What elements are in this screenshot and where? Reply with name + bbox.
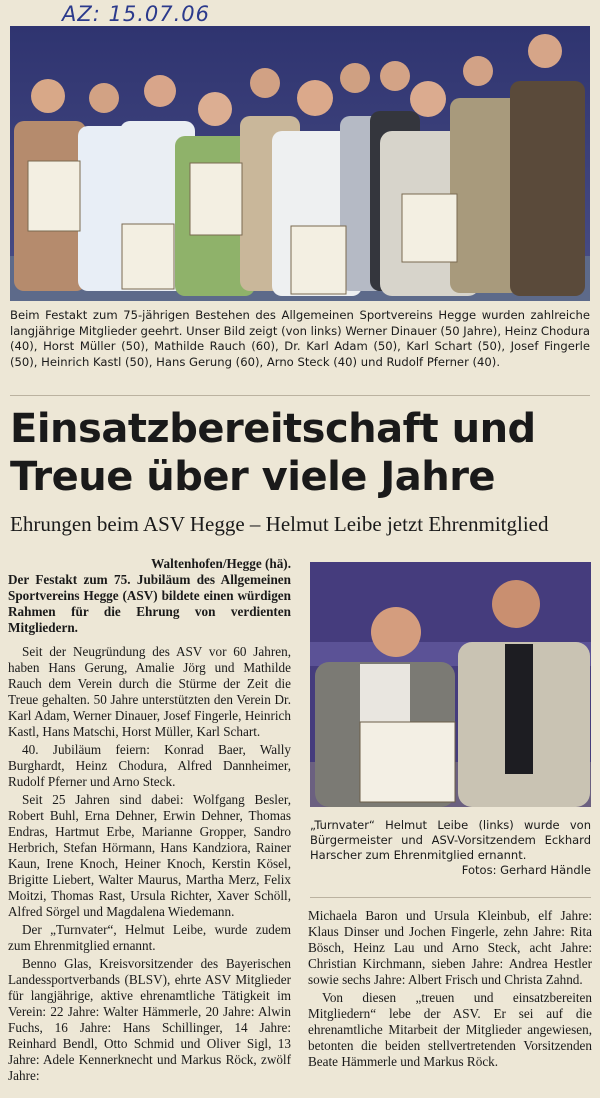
dateline: Waltenhofen/Hegge (hä). <box>151 556 291 571</box>
photo-caption-right <box>310 818 591 878</box>
paragraph: Michaela Baron und Ursula Kleinbub, elf Jahre: Klaus Dinser und Jochen Fingerle, zehn Jahre: Rita Bösch, Heinz Lau und Arno Steck, acht Jahre: Christian Kirchmann, sieben Jahre: Andrea Hestler sowie sechs Jahre: Albert Frisch und Christa Zahnd. <box>308 908 592 987</box>
photo-credit: Fotos: Gerhard Händle <box>461 863 591 877</box>
divider <box>310 897 591 898</box>
honorary-photo-illustration <box>310 562 591 807</box>
paragraph: Benno Glas, Kreisvorsitzender des Bayerischen Landessportverbands (BLSV), ehrte ASV Mitglieder für langjährige, aktive ehrenamtliche Tätigkeit im Verein: 22 Jahre: Walter Hämmerle, 20 Jahre: Alwin Fuchs, 16 Jahre: Hans Schillinger, 14 Jahre: Reinhard Bendl, Otto Schmid und Oliver Sigl, 13 Jahre: Adele Kennerknecht und Markus Röck, zwölf Jahre: <box>8 956 291 1083</box>
paragraph: Seit 25 Jahren sind dabei: Wolfgang Besler, Robert Buhl, Erna Dehner, Erwin Dehner, Thomas Endras, Hartmut Erbe, Marianne Gropper, Sandro Herbrich, Stefan Hörmann, Hans Kandziora, Rainer Kaun, Irene Knoch, Heiner Knoch, Kerstin Kösel, Brigitte Liebert, Walter Maurus, Martha Merz, Felix Moitzi, Thomas Rast, Ursula Richter, Xaver Schöll, Alfred Sörgel und Magdalena Wiedemann. <box>8 792 291 919</box>
divider <box>10 395 590 396</box>
headline <box>10 405 590 501</box>
paragraph: Von diesen „treuen und einsatzbereiten Mitgliedern“ lebe der ASV. Er sei auf die ehrenamtliche Mitarbeit der Mitglieder angewiesen, betonten die beiden stellvertretenden Vorsitzenden Beate Hämmerle und Markus Röck. <box>308 990 592 1069</box>
subheadline: Ehrungen beim ASV Hegge – Helmut Leibe jetzt Ehrenmitglied <box>10 512 549 536</box>
photo-caption: Beim Festakt zum 75-jährigen Bestehen des Allgemeinen Sportvereins Hegge wurden zahlreiche langjährige Mitglieder geehrt. Unser Bild zeigt (von links) Werner Dinauer (50 Jahre), Heinz Chodura (40), Horst Müller (50), Mathilde Rauch (60), Dr. Karl Adam (50), Karl Schart (50), Josef Fingerle (50), Heinrich Kastl (50), Hans Gerung (60), Arno Steck (40) und Rudolf Pferner (40). <box>10 308 590 369</box>
caption-text: „Turnvater“ Helmut Leibe (links) wurde von Bürgermeister und ASV-Vorsitzendem Eckhard Harscher zum Ehrenmitglied ernannt. <box>310 818 591 862</box>
honorary-member-photo <box>310 562 591 807</box>
article-column-right <box>308 908 592 1072</box>
paragraph: Der „Turnvater“, Helmut Leibe, wurde zudem zum Ehrenmitglied ernannt. <box>8 922 291 953</box>
paragraph: Seit der Neugründung des ASV vor 60 Jahren, haben Hans Gerung, Amalie Jörg und Mathilde Rauch dem Verein durch die Stürme der Zeit die Treue gehalten. 50 Jahre unterstützten den Verein Dr. Karl Adam, Werner Dinauer, Josef Fingerle, Heinrich Kastl, Hans Matschi, Horst Müller, Karl Schart. <box>8 644 291 739</box>
group-photo-illustration <box>10 26 590 301</box>
headline-line: Treue über viele Jahre <box>10 454 496 500</box>
headline-line: Einsatzbereitschaft und <box>10 406 536 452</box>
lead-paragraph: Der Festakt zum 75. Jubiläum des Allgemeinen Sportvereins Hegge (ASV) bildete einen würdigen Rahmen für die Ehrung von verdienten Mitgliedern. <box>8 572 291 635</box>
date-stamp: AZ: 15.07.06 <box>62 2 211 26</box>
group-photo <box>10 26 590 301</box>
article-column-left <box>8 556 291 1086</box>
paragraph: 40. Jubiläum feiern: Konrad Baer, Wally Burghardt, Heinz Chodura, Alfred Dannheimer, Rudolf Pferner und Arno Steck. <box>8 742 291 789</box>
